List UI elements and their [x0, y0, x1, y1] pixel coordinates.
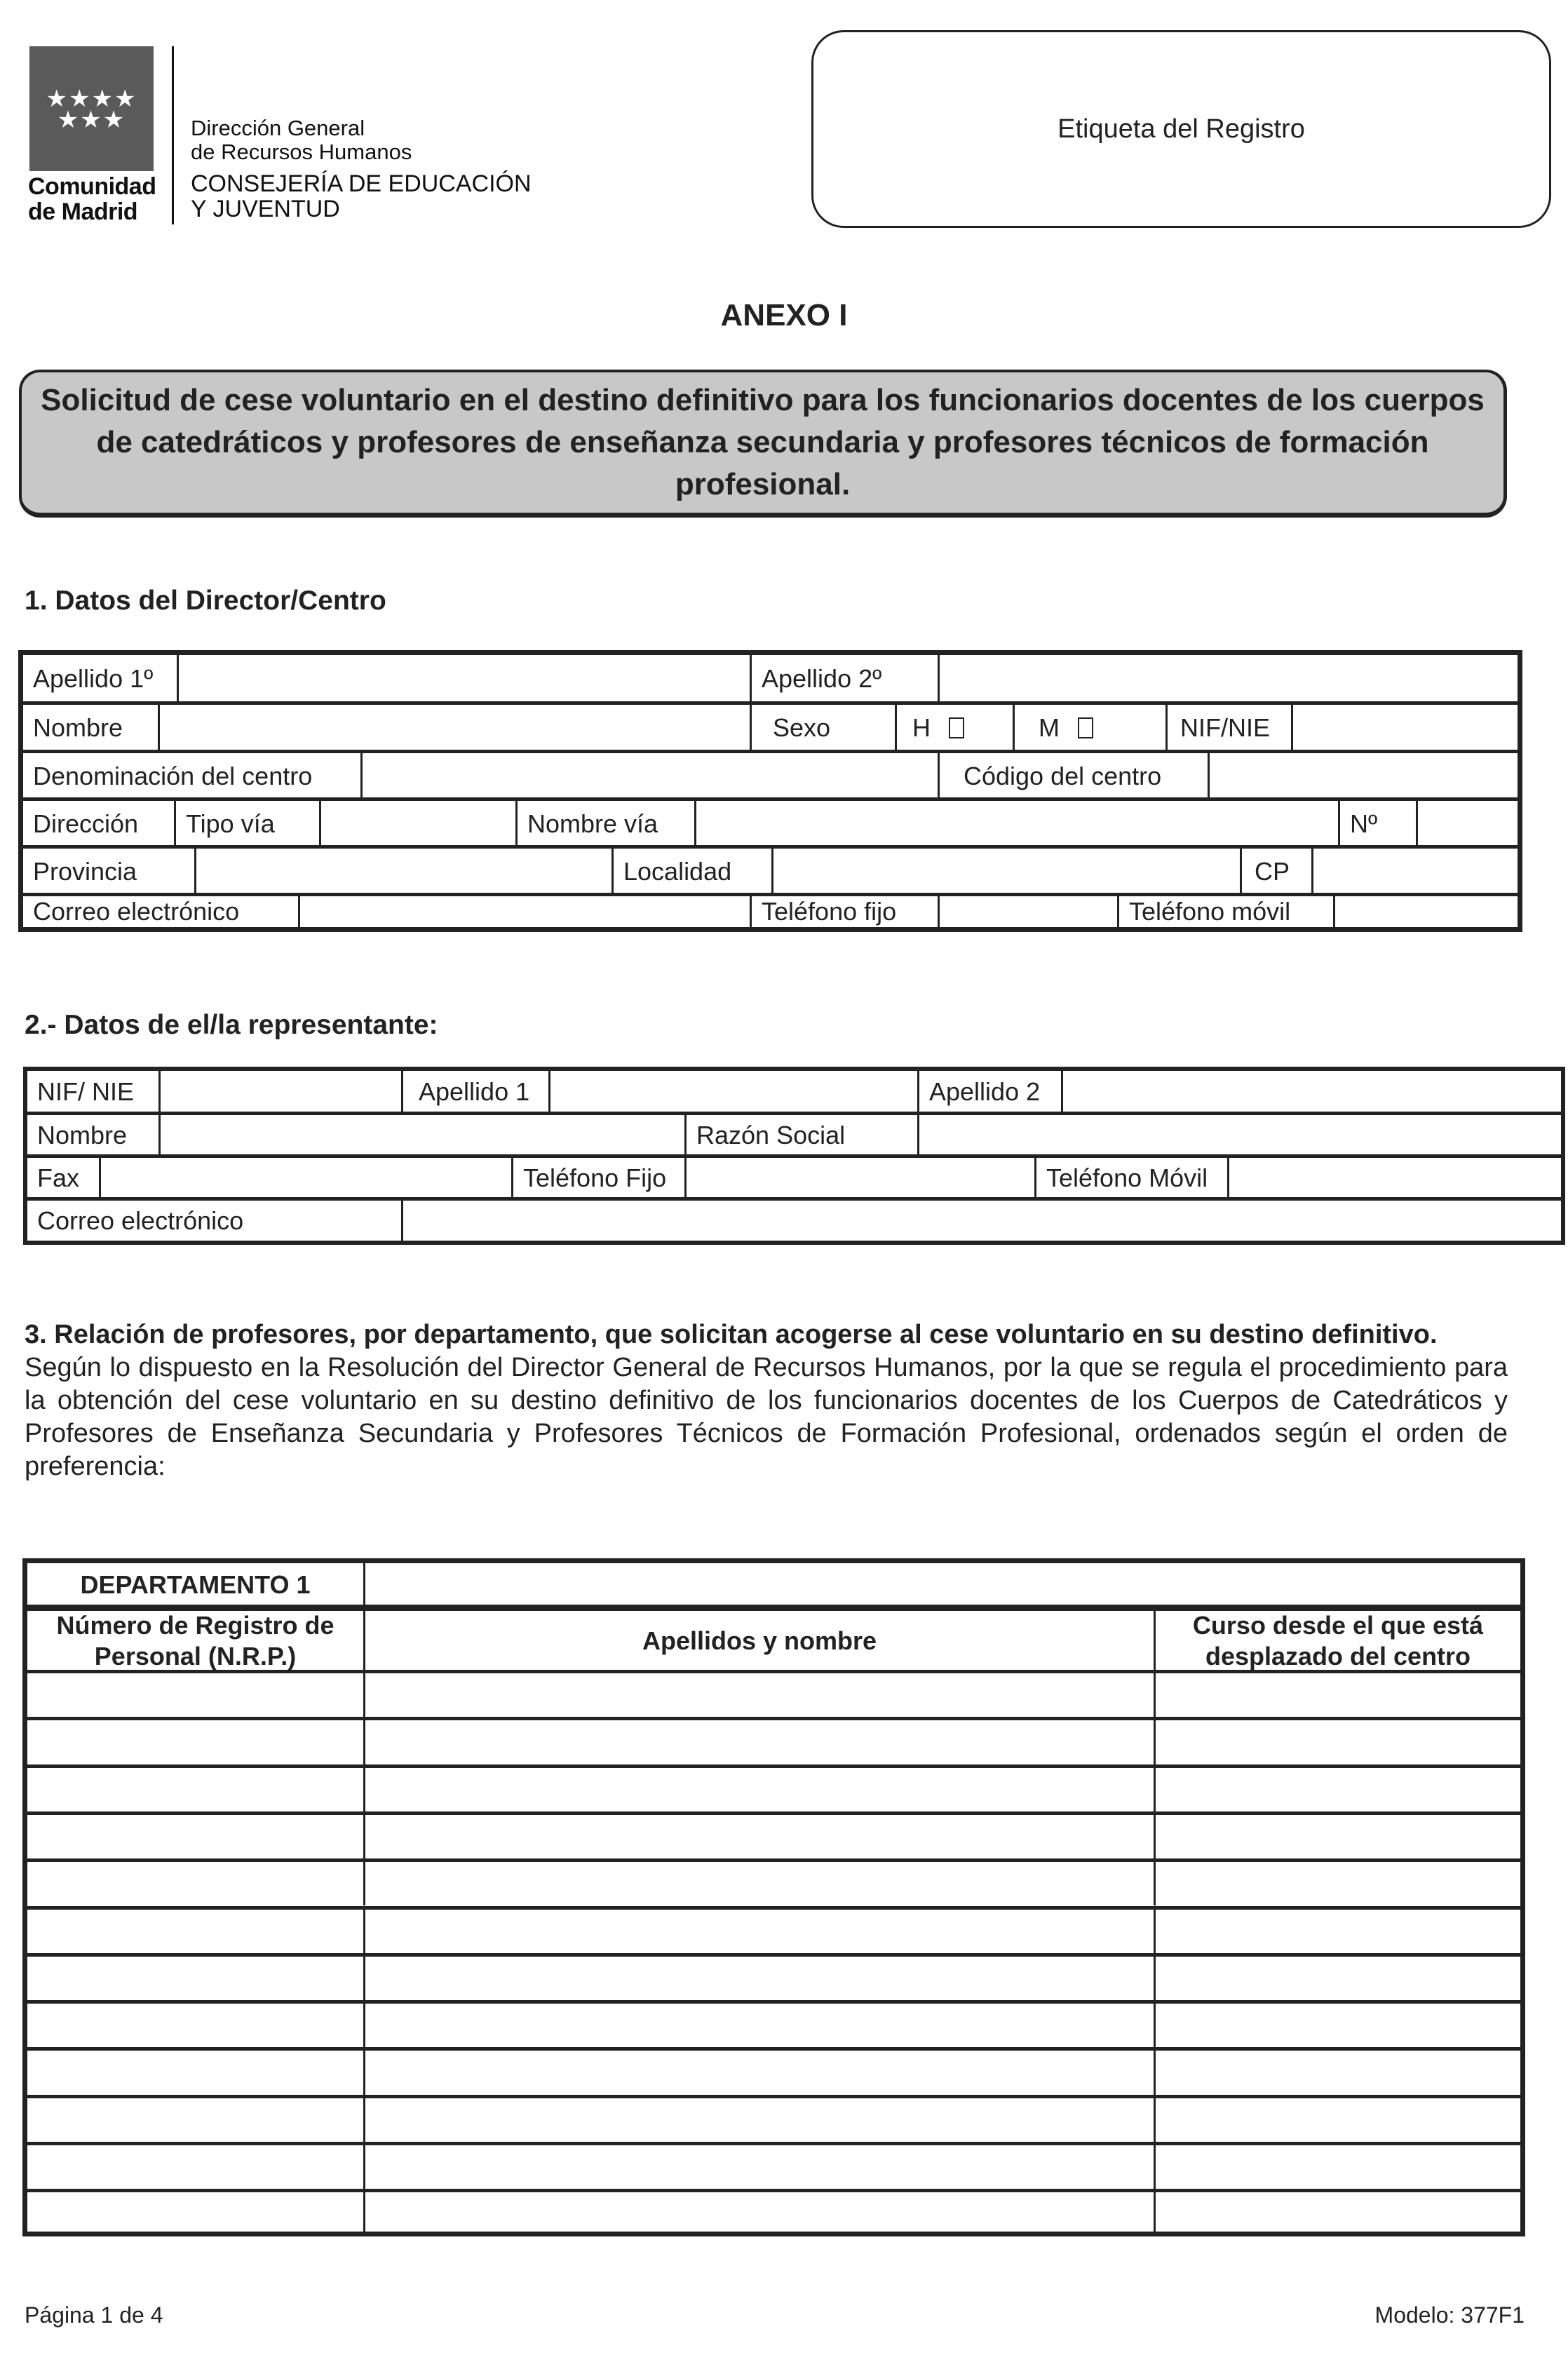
row-apellidos: [23, 655, 1518, 703]
sexo-m-option[interactable]: [1013, 705, 1165, 751]
nrp-cell[interactable]: [27, 1862, 363, 1905]
table-row: [27, 2142, 1520, 2189]
apellidos-nombre-cell[interactable]: [363, 1815, 1154, 1858]
registry-label-box: [811, 30, 1551, 228]
rep-nif-field[interactable]: [158, 1071, 401, 1113]
label-cp: CP: [1240, 849, 1311, 894]
telefono-movil-field[interactable]: [1333, 896, 1518, 927]
annex-title: ANEXO I: [720, 298, 848, 332]
apellidos-nombre-cell[interactable]: [363, 1720, 1154, 1764]
row-nombre-sexo: [23, 701, 1518, 751]
nrp-cell[interactable]: [27, 1768, 363, 1811]
comunidad-madrid-logo: [29, 46, 154, 171]
section-3-body: Según lo dispuesto en la Resolución del Director General de Recursos Humanos, por la que se regula el procedimiento para la obtención del cese voluntario en su destino definitivo de los funcionarios docentes de los Cuerpos de Catedráticos y Profesores de Enseñanza Secundaria y Profesores Técnicos de Formación Profesional, ordenados según el orden de preferencia:: [25, 1353, 1508, 1481]
apellidos-nombre-cell[interactable]: [363, 1957, 1154, 2000]
nrp-cell[interactable]: [27, 1720, 363, 1764]
curso-cell[interactable]: [1154, 1673, 1520, 1717]
label-telefono-fijo: Teléfono fijo: [750, 896, 938, 927]
label-rep-nombre: Nombre: [37, 1121, 128, 1149]
column-header-curso: Curso desde el que está desplazado del centro: [1154, 1611, 1520, 1671]
label-rep-fax: Fax: [37, 1163, 80, 1192]
table-row: [27, 2095, 1520, 2142]
org-line-4: Y JUVENTUD: [191, 196, 340, 222]
label-provincia: Provincia: [33, 856, 137, 886]
label-nombre: Nombre: [33, 713, 123, 742]
director-center-table: [18, 650, 1522, 932]
rep-telefono-fijo-field[interactable]: [684, 1158, 1034, 1199]
curso-cell[interactable]: [1154, 2098, 1520, 2142]
nrp-cell[interactable]: [27, 1910, 363, 1953]
apellidos-nombre-cell[interactable]: [363, 1862, 1154, 1905]
column-header-nrp: Número de Registro de Personal (N.R.P.): [56, 1611, 334, 1671]
row-contacto: [23, 893, 1518, 927]
madrid-stars-flag-icon: ★★★★ ★★★: [46, 86, 137, 133]
table-row: [27, 2047, 1520, 2094]
org-line-2: de Recursos Humanos: [191, 140, 412, 164]
label-rep-telefono-movil: Teléfono Móvil: [1034, 1158, 1227, 1199]
section-3-text: [25, 1318, 1508, 1483]
nrp-cell[interactable]: [27, 2098, 363, 2142]
org-line-3: CONSEJERÍA DE EDUCACIÓN: [191, 170, 532, 197]
row-rep-nombre: [27, 1112, 1561, 1156]
tipo-via-field[interactable]: [319, 801, 515, 846]
header-row: [27, 1605, 1520, 1671]
apellidos-nombre-cell[interactable]: [363, 1673, 1154, 1717]
header-divider: [172, 46, 174, 224]
logo-text: [28, 174, 161, 224]
apellidos-nombre-cell[interactable]: [363, 2192, 1154, 2232]
model-number: Modelo: 377F1: [1374, 2302, 1525, 2328]
form-title: Solicitud de cese voluntario en el destino definitivo para los funcionarios docentes de los cuerpos de catedráticos y profesores de enseñanza secundaria y profesores técnicos de formación profesional.: [41, 383, 1485, 501]
curso-cell[interactable]: [1154, 2145, 1520, 2189]
rep-apellido-2-field[interactable]: [1061, 1071, 1561, 1113]
curso-cell[interactable]: [1154, 1815, 1520, 1858]
provincia-field[interactable]: [194, 849, 611, 894]
apellidos-nombre-cell[interactable]: [363, 1910, 1154, 1953]
representative-table: [23, 1067, 1565, 1245]
sexo-h-checkbox[interactable]: [949, 717, 964, 738]
label-tipo-via: Tipo vía: [174, 801, 319, 846]
row-provincia: [23, 845, 1518, 894]
department-field[interactable]: [363, 1563, 1520, 1606]
label-nif-nie: NIF/NIE: [1165, 705, 1291, 751]
row-direccion: [23, 797, 1518, 846]
label-apellido-1: Apellido 1º: [33, 664, 154, 693]
table-row: [27, 2189, 1520, 2232]
table-row: [27, 2000, 1520, 2047]
apellidos-nombre-cell[interactable]: [363, 2145, 1154, 2189]
department-row: [27, 1563, 1520, 1606]
table-row: [27, 1717, 1520, 1764]
curso-cell[interactable]: [1154, 1768, 1520, 1811]
curso-cell[interactable]: [1154, 1957, 1520, 2000]
page-number: Página 1 de 4: [25, 2302, 163, 2328]
curso-cell[interactable]: [1154, 1720, 1520, 1764]
table-row: [27, 1953, 1520, 2000]
nrp-cell[interactable]: [27, 1957, 363, 2000]
curso-cell[interactable]: [1154, 1910, 1520, 1953]
label-rep-apellido-2: Apellido 2: [917, 1071, 1061, 1113]
label-nombre-via: Nombre vía: [515, 801, 694, 846]
denominacion-field[interactable]: [360, 753, 938, 799]
rep-apellido-1-field[interactable]: [548, 1071, 917, 1113]
department-label: DEPARTAMENTO 1: [80, 1570, 311, 1599]
apellido-1-field[interactable]: [177, 655, 769, 703]
label-codigo-centro: Código del centro: [938, 753, 1208, 799]
row-centro: [23, 750, 1518, 799]
apellidos-nombre-cell[interactable]: [363, 2098, 1154, 2142]
curso-cell[interactable]: [1154, 2192, 1520, 2232]
nrp-cell[interactable]: [27, 2145, 363, 2189]
curso-cell[interactable]: [1154, 2004, 1520, 2047]
logo-line-1: Comunidad: [28, 173, 156, 200]
nombre-field[interactable]: [158, 705, 750, 751]
logo-line-2: de Madrid: [28, 198, 138, 225]
label-denominacion: Denominación del centro: [33, 761, 313, 790]
label-rep-telefono-fijo: Teléfono Fijo: [511, 1158, 684, 1199]
form-title-box: [19, 370, 1507, 518]
label-sexo: Sexo: [750, 705, 895, 751]
column-header-apellidos-nombre: Apellidos y nombre: [363, 1611, 1154, 1671]
row-rep-correo: [27, 1197, 1561, 1241]
telefono-fijo-field[interactable]: [938, 896, 1117, 927]
label-direccion: Dirección: [33, 809, 139, 838]
nif-nie-field[interactable]: [1291, 705, 1518, 751]
registry-label-text: Etiqueta del Registro: [1057, 114, 1305, 144]
organization-name: [191, 116, 532, 222]
row-rep-nif: [27, 1071, 1561, 1113]
sexo-h-option[interactable]: [895, 705, 1013, 751]
row-rep-telefonos: [27, 1154, 1561, 1199]
teachers-table: [22, 1558, 1525, 2236]
nrp-cell[interactable]: [27, 2051, 363, 2094]
correo-field[interactable]: [298, 896, 750, 927]
table-row: [27, 1764, 1520, 1811]
curso-cell[interactable]: [1154, 2051, 1520, 2094]
label-correo: Correo electrónico: [33, 897, 240, 926]
curso-cell[interactable]: [1154, 1862, 1520, 1905]
apellidos-nombre-cell[interactable]: [363, 2004, 1154, 2047]
nombre-via-field[interactable]: [694, 801, 1338, 846]
numero-field[interactable]: [1416, 801, 1518, 846]
sexo-m-label: M: [1039, 713, 1060, 742]
table-row: [27, 1811, 1520, 1858]
apellidos-nombre-cell[interactable]: [363, 2051, 1154, 2094]
table-row: [27, 1670, 1520, 1717]
localidad-field[interactable]: [771, 849, 1240, 894]
rep-telefono-movil-field[interactable]: [1227, 1158, 1561, 1199]
label-telefono-movil: Teléfono móvil: [1117, 896, 1333, 927]
org-line-1: Dirección General: [191, 116, 365, 140]
label-rep-apellido-1: Apellido 1: [401, 1071, 548, 1113]
label-apellido-2: Apellido 2º: [750, 655, 938, 703]
rep-razon-social-field[interactable]: [917, 1115, 1561, 1156]
label-rep-nif: NIF/ NIE: [37, 1077, 135, 1106]
label-numero: Nº: [1338, 801, 1416, 846]
rep-fax-field[interactable]: [99, 1158, 511, 1199]
label-rep-razon-social: Razón Social: [684, 1115, 917, 1156]
table-row: [27, 1906, 1520, 1953]
apellido-2-field[interactable]: [938, 655, 1518, 703]
table-row: [27, 1858, 1520, 1905]
cp-field[interactable]: [1311, 849, 1518, 894]
nrp-cell[interactable]: [27, 2192, 363, 2232]
section-3-title: 3. Relación de profesores, por departamento, que solicitan acogerse al cese voluntario en su destino definitivo.: [25, 1320, 1438, 1349]
section-2-title: 2.- Datos de el/la representante:: [25, 1010, 438, 1040]
nrp-cell[interactable]: [27, 1815, 363, 1858]
nrp-cell[interactable]: [27, 2004, 363, 2047]
sexo-m-checkbox[interactable]: [1078, 717, 1093, 738]
label-rep-correo: Correo electrónico: [37, 1206, 244, 1235]
rep-nombre-field[interactable]: [158, 1115, 684, 1156]
rep-correo-field[interactable]: [401, 1201, 1561, 1241]
sexo-h-label: H: [912, 713, 931, 742]
codigo-centro-field[interactable]: [1208, 753, 1518, 799]
section-1-title: 1. Datos del Director/Centro: [25, 586, 386, 616]
nrp-cell[interactable]: [27, 1673, 363, 1717]
label-localidad: Localidad: [611, 849, 771, 894]
apellidos-nombre-cell[interactable]: [363, 1768, 1154, 1811]
